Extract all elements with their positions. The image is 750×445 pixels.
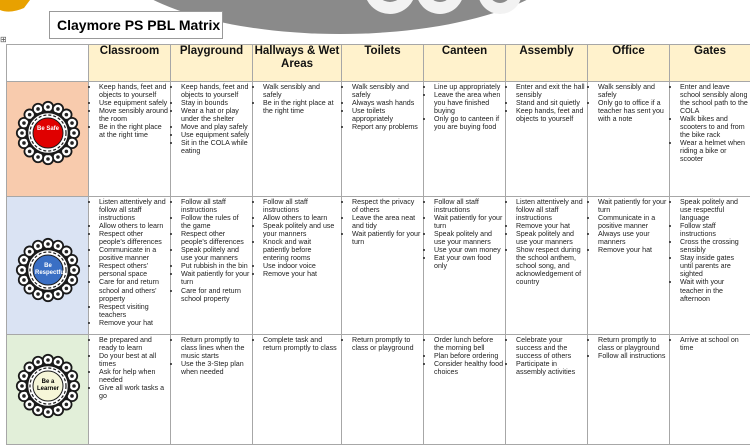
bullet-item: • Stand and sit quietly [516, 99, 585, 107]
bullet-item: • Order lunch before the morning bell [434, 336, 503, 352]
matrix-cell [89, 335, 171, 445]
petal-dot [46, 410, 50, 414]
bullet-item: • Remove your hat [99, 319, 168, 327]
petal-dot [70, 121, 74, 125]
bullet-item: • Celebrate your success and the success of others [516, 336, 585, 360]
bullet-item: • Follow all instructions [598, 352, 667, 360]
bullet-item: • Wear a helmet when riding a bike or scooter [680, 139, 748, 163]
bullet-item: • Walk sensibly and safely [598, 83, 667, 99]
bullet-list [670, 82, 750, 163]
matrix-cell [588, 197, 670, 335]
bullet-item: • Ask for help when needed [99, 368, 168, 384]
bullet-item: • Walk sensibly and safely [263, 83, 339, 99]
matrix-cell [89, 82, 171, 197]
bullet-item: • Follow staff instructions [680, 222, 748, 238]
petal-dot [65, 403, 69, 407]
bullet-item: • Listen attentively and follow all staff instructions [516, 198, 585, 222]
matrix-cell [171, 335, 253, 445]
bullet-item: • Give all work tasks a go [99, 384, 168, 400]
column-header: Playground [171, 45, 253, 82]
bullet-list [89, 335, 170, 400]
bullet-item: • Listen attentively and follow all staff instructions [99, 198, 168, 222]
petal-dot [70, 141, 74, 145]
bullet-item: • Wear a hat or play under the shelter [181, 107, 250, 123]
petal-dot [46, 294, 50, 298]
bullet-item: • Leave the area neat and tidy [352, 214, 421, 230]
bullet-item: • Remove your hat [516, 222, 585, 230]
petal-dot [22, 141, 26, 145]
badge-core [33, 118, 63, 148]
petal-dot [56, 155, 60, 159]
petal-dot [65, 150, 69, 154]
bullet-item: • Speak politely and use your manners [516, 230, 585, 246]
bullet-item: • Knock and wait patiently before entering rooms [263, 238, 339, 262]
bullet-item: • Be in the right place at the right time [263, 99, 339, 115]
bullet-item: • Enter and exit the hall sensibly [516, 83, 585, 99]
column-header: Toilets [342, 45, 424, 82]
petal-dot [28, 403, 32, 407]
bullet-list [506, 82, 587, 123]
petal-dot [36, 155, 40, 159]
bullet-item: • Be in the right place at the right time [99, 123, 168, 139]
bullet-item: • Walk bikes and scooters to and from the bike rack [680, 115, 748, 139]
bullet-item: • Communicate in a positive manner [598, 214, 667, 230]
bullet-item: • Use your own money [434, 246, 503, 254]
matrix-cell [253, 335, 342, 445]
bullet-list [424, 197, 505, 270]
bullet-list [506, 335, 587, 376]
bullet-item: • Complete task and return promptly to class [263, 336, 339, 352]
row-badge-cell [7, 335, 89, 445]
bullet-item: • Only go to canteen if you are buying food [434, 115, 503, 131]
bullet-item: • Keep hands, feet and objects to yourself [181, 83, 250, 99]
bullet-item: • Wait patiently for your turn [598, 198, 667, 214]
column-header: Gates [670, 45, 750, 82]
page-title: Claymore PS PBL Matrix [49, 11, 223, 39]
be-respectful-badge-icon [15, 237, 81, 303]
bullet-list [253, 197, 341, 278]
petal-dot [46, 242, 50, 246]
bullet-item: • Line up appropriately [434, 83, 503, 91]
bullet-item: • Care for and return school property [181, 287, 250, 303]
badge-label: Be Safe [15, 126, 81, 133]
bullet-item: • Speak politely and use your manners [181, 246, 250, 262]
matrix-cell [171, 82, 253, 197]
bullet-item: • Arrive at school on time [680, 336, 748, 352]
flower-emblem [15, 100, 81, 166]
bullet-item: • Respect the privacy of others [352, 198, 421, 214]
bullet-item: • Wait with your teacher in the afternoon [680, 278, 748, 302]
column-header: Canteen [424, 45, 506, 82]
petal-dot [36, 292, 40, 296]
petal-dot [22, 278, 26, 282]
petal-dot [22, 121, 26, 125]
bullet-list [171, 197, 252, 303]
matrix-cell [342, 197, 424, 335]
row-badge-cell [7, 82, 89, 197]
bullet-list [670, 335, 750, 352]
column-header: Classroom [89, 45, 171, 82]
petal-dot [28, 150, 32, 154]
bullet-item: • Speak politely and use your manners [263, 222, 339, 238]
bullet-item: • Communicate in a positive manner [99, 246, 168, 262]
column-header: Hallways & Wet Areas [253, 45, 342, 82]
bullet-item: • Use equipment safely [99, 99, 168, 107]
bullet-item: • Keep hands, feet and objects to yourself [99, 83, 168, 99]
matrix-cell [506, 82, 588, 197]
bullet-item: • Allow others to learn [99, 222, 168, 230]
matrix-cell [588, 335, 670, 445]
table-move-handle-icon[interactable]: ⊞ [0, 35, 7, 44]
petal-dot [56, 107, 60, 111]
petal-dot [36, 107, 40, 111]
header-corner [7, 45, 89, 82]
matrix-cell [588, 82, 670, 197]
bullet-item: • Return promptly to class or playground [598, 336, 667, 352]
petal-dot [70, 258, 74, 262]
petal-dot [70, 278, 74, 282]
bullet-item: • Speak politely and use respectful language [680, 198, 748, 222]
petal-dot [56, 360, 60, 364]
bullet-item: • Stay in bounds [181, 99, 250, 107]
bullet-item: • Walk sensibly and safely [352, 83, 421, 99]
petal-dot [46, 105, 50, 109]
be-a-learner-badge-icon [15, 353, 81, 419]
matrix-cell [506, 197, 588, 335]
bullet-item: • Sit in the COLA while eating [181, 139, 250, 155]
petal-dot [28, 113, 32, 117]
bullet-item: • Leave the area when you have finished buying [434, 91, 503, 115]
bullet-item: • Eat your own food only [434, 254, 503, 270]
bullet-list [89, 197, 170, 327]
bullet-list [588, 82, 669, 123]
matrix-cell [670, 335, 750, 445]
bullet-item: • Return promptly to class or playground [352, 336, 421, 352]
bullet-item: • Report any problems [352, 123, 421, 131]
bullet-list [424, 82, 505, 131]
bullet-item: • Enter and leave school sensibly along the school path to the COLA [680, 83, 748, 115]
bullet-item: • Wait patiently for your turn [181, 270, 250, 286]
petal-dot [36, 360, 40, 364]
bullet-item: • Allow others to learn [263, 214, 339, 222]
bullet-list [506, 197, 587, 287]
bullet-item: • Keep hands, feet and objects to yourself [516, 107, 585, 123]
bullet-item: • Do your best at all times [99, 352, 168, 368]
bullet-item: • Stay inside gates until parents are sighted [680, 254, 748, 278]
bullet-item: • Wait patiently for your turn [434, 214, 503, 230]
bullet-item: • Return promptly to class lines when the music starts [181, 336, 250, 360]
matrix-cell [171, 197, 253, 335]
bullet-item: • Use toilets appropriately [352, 107, 421, 123]
bullet-list [342, 335, 423, 352]
bullet-item: • Show respect during the school anthem, school song, and acknowledgement of country [516, 246, 585, 286]
petal-dot [28, 366, 32, 370]
bullet-item: • Respect other people’s differences [99, 230, 168, 246]
bullet-item: • Put rubbish in the bin [181, 262, 250, 270]
petal-dot [56, 408, 60, 412]
bullet-item: • Always wash hands [352, 99, 421, 107]
matrix-row-be-respectful [7, 197, 750, 335]
column-header: Assembly [506, 45, 588, 82]
matrix-cell [424, 82, 506, 197]
matrix-cell [506, 335, 588, 445]
bullet-list [171, 335, 252, 376]
matrix-row-be-safe [7, 82, 750, 197]
petal-dot [65, 287, 69, 291]
petal-dot [28, 287, 32, 291]
bullet-list [670, 197, 750, 303]
bullet-item: • Move sensibly around the room [99, 107, 168, 123]
bullet-item: • Move and play safely [181, 123, 250, 131]
bullet-item: • Respect other people’s differences [181, 230, 250, 246]
bullet-item: • Be prepared and ready to learn [99, 336, 168, 352]
badge-label: Be a Learner [15, 379, 81, 393]
bullet-list [424, 335, 505, 376]
bullet-list [588, 197, 669, 254]
petal-dot [70, 394, 74, 398]
petal-dot [65, 250, 69, 254]
bullet-list [253, 82, 341, 115]
bullet-item: • Always use your manners [598, 230, 667, 246]
bullet-item: • Remove your hat [598, 246, 667, 254]
petal-dot [22, 258, 26, 262]
bullet-item: • Respect visiting teachers [99, 303, 168, 319]
bullet-item: • Follow all staff instructions [434, 198, 503, 214]
matrix-cell [342, 82, 424, 197]
petal-dot [22, 374, 26, 378]
petal-dot [65, 366, 69, 370]
petal-dot [28, 250, 32, 254]
bullet-item: • Use the 3-Step plan when needed [181, 360, 250, 376]
matrix-cell [670, 197, 750, 335]
petal-dot [46, 358, 50, 362]
petal-dot [36, 408, 40, 412]
matrix-cell [424, 335, 506, 445]
bullet-list [89, 82, 170, 139]
petal-dot [65, 113, 69, 117]
petal-dot [70, 374, 74, 378]
bullet-item: • Wait patiently for your turn [352, 230, 421, 246]
bullet-item: • Plan before ordering [434, 352, 503, 360]
matrix-cell [670, 82, 750, 197]
petal-dot [36, 244, 40, 248]
matrix-cell [342, 335, 424, 445]
bullet-list [588, 335, 669, 360]
badge-label: Be Respectful [15, 263, 81, 277]
bullet-item: • Care for and return school and others’ property [99, 278, 168, 302]
bullet-item: • Respect others’ personal space [99, 262, 168, 278]
bullet-item: • Use equipment safely [181, 131, 250, 139]
bullet-item: • Participate in assembly activities [516, 360, 585, 376]
bullet-item: • Speak politely and use your manners [434, 230, 503, 246]
column-header: Office [588, 45, 670, 82]
bullet-item: • Follow the rules of the game [181, 214, 250, 230]
bullet-item: • Use indoor voice [263, 262, 339, 270]
bullet-item: • Consider healthy food choices [434, 360, 503, 376]
bullet-list [171, 82, 252, 155]
bullet-list [253, 335, 341, 352]
matrix-row-be-a-learner [7, 335, 750, 445]
bullet-item: • Cross the crossing sensibly [680, 238, 748, 254]
matrix-cell [89, 197, 171, 335]
bullet-list [342, 82, 423, 131]
pbl-matrix-table [6, 44, 750, 445]
header-row [7, 45, 750, 82]
bullet-item: • Follow all staff instructions [263, 198, 339, 214]
matrix-cell [253, 197, 342, 335]
be-safe-badge-icon [15, 100, 81, 166]
petal-dot [22, 394, 26, 398]
bullet-list [342, 197, 423, 246]
bullet-item: • Only go to office if a teacher has sent you with a note [598, 99, 667, 123]
petal-dot [46, 157, 50, 161]
bullet-item: • Follow all staff instructions [181, 198, 250, 214]
bullet-item: • Remove your hat [263, 270, 339, 278]
matrix-cell [253, 82, 342, 197]
petal-dot [56, 292, 60, 296]
petal-dot [56, 244, 60, 248]
row-badge-cell [7, 197, 89, 335]
matrix-cell [424, 197, 506, 335]
